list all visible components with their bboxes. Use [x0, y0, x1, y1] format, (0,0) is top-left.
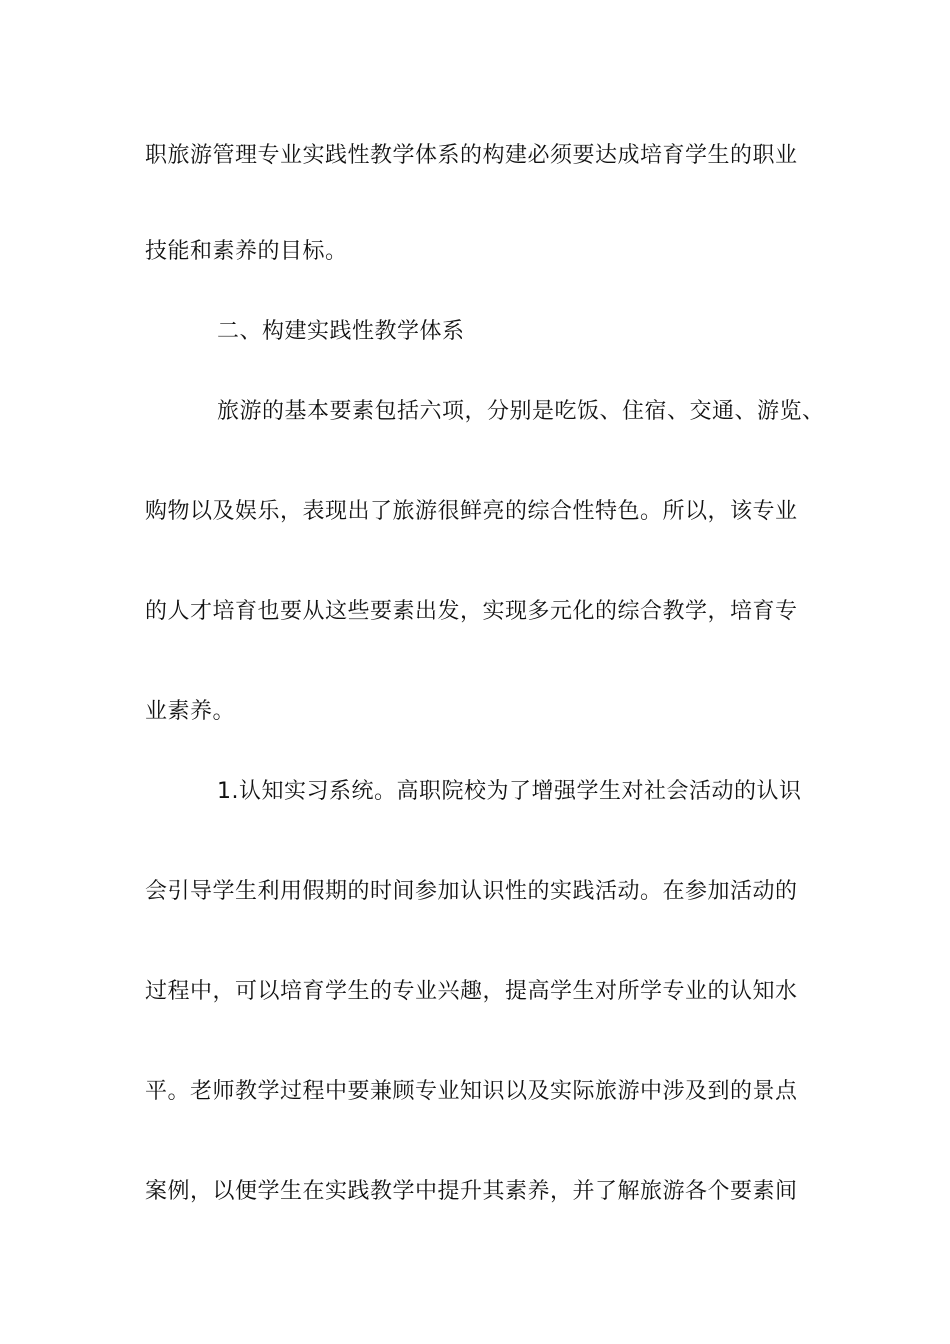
text-line: 1.认知实习系统。高职院校为了增强学生对社会活动的认识 — [217, 779, 802, 804]
text-line: 的人才培育也要从这些要素出发，实现多元化的综合教学，培育专 — [145, 599, 798, 624]
text-line: 职旅游管理专业实践性教学体系的构建必须要达成培育学生的职业 — [145, 143, 798, 168]
section-heading: 二、构建实践性教学体系 — [217, 319, 465, 344]
text-line: 旅游的基本要素包括六项，分别是吃饭、住宿、交通、游览、 — [217, 399, 825, 424]
text-line: 会引导学生利用假期的时间参加认识性的实践活动。在参加活动的 — [145, 879, 798, 904]
text-line: 购物以及娱乐，表现出了旅游很鲜亮的综合性特色。所以，该专业 — [145, 499, 798, 524]
text-line: 技能和素养的目标。 — [145, 239, 348, 264]
text-line: 过程中，可以培育学生的专业兴趣，提高学生对所学专业的认知水 — [145, 979, 798, 1004]
text-line: 业素养。 — [145, 699, 236, 724]
text-line: 平。老师教学过程中要兼顾专业知识以及实际旅游中涉及到的景点 — [145, 1079, 798, 1104]
text-line: 案例，以便学生在实践教学中提升其素养，并了解旅游各个要素间 — [145, 1179, 798, 1204]
